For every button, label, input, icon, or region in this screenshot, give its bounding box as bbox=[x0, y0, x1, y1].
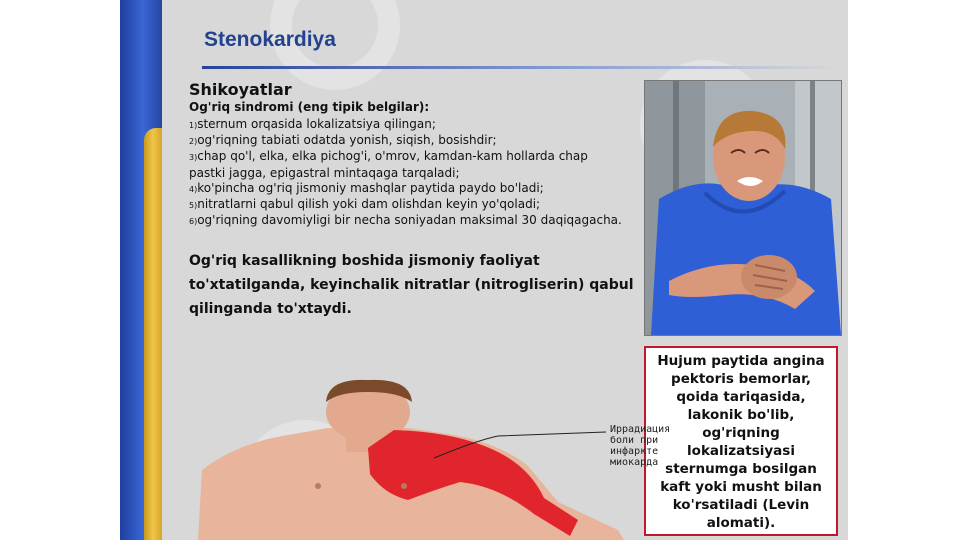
list-item: 1)sternum orqasida lokalizatsiya qilingan; bbox=[189, 117, 436, 131]
list-item: 5)nitratlarni qabul qilish yoki dam olishdan keyin yo'qoladi; bbox=[189, 197, 541, 212]
section-heading: Shikoyatlar bbox=[189, 80, 292, 99]
levine-sign-callout: Hujum paytida angina pektoris bemorlar, qoida tariqasida, lakonik bo'lib, og'riqning lokalizatsiyasi sternumga bosilgan kaft yoki musht bilan ko'rsatiladi (Levin alomati). bbox=[644, 346, 838, 536]
left-gold-bar bbox=[144, 128, 162, 540]
list-item: 2)og'riqning tabiati odatda yonish, siqish, bosishdir; bbox=[189, 133, 497, 148]
list-item: 4)ko'pincha og'riq jismoniy mashqlar paytida paydo bo'ladi; bbox=[189, 180, 544, 195]
pain-irradiation-figure bbox=[198, 390, 638, 540]
conclusion-text: Og'riq kasallikning boshida jismoniy faoliyat to'xtatilganda, keyinchalik nitratlar (nitrogliserin) qabul qilinganda to'xtaydi. bbox=[189, 253, 634, 317]
chest-pain-photo bbox=[644, 80, 842, 336]
pain-irradiation-diagram bbox=[198, 390, 671, 540]
slide-title: Stenokardiya bbox=[204, 28, 336, 51]
list-item: 6)og'riqning davomiyligi bir necha soniyadan maksimal 30 daqiqagacha. bbox=[189, 213, 622, 228]
title-underline bbox=[202, 66, 842, 69]
chest-pain-photo-image bbox=[645, 81, 841, 335]
section-subheading: Og'riq sindromi (eng tipik belgilar): bbox=[189, 100, 430, 114]
list-item: 3)chap qo'l, elka, elka pichog'i, o'mrov, kamdan-kam hollarda chap pastki jagga, epigastral mintaqaga tarqaladi; bbox=[189, 149, 588, 180]
diagram-label: Иррадиация боли при инфаркте миокарда bbox=[610, 424, 671, 468]
slide bbox=[120, 0, 848, 540]
symptom-list bbox=[189, 117, 625, 229]
